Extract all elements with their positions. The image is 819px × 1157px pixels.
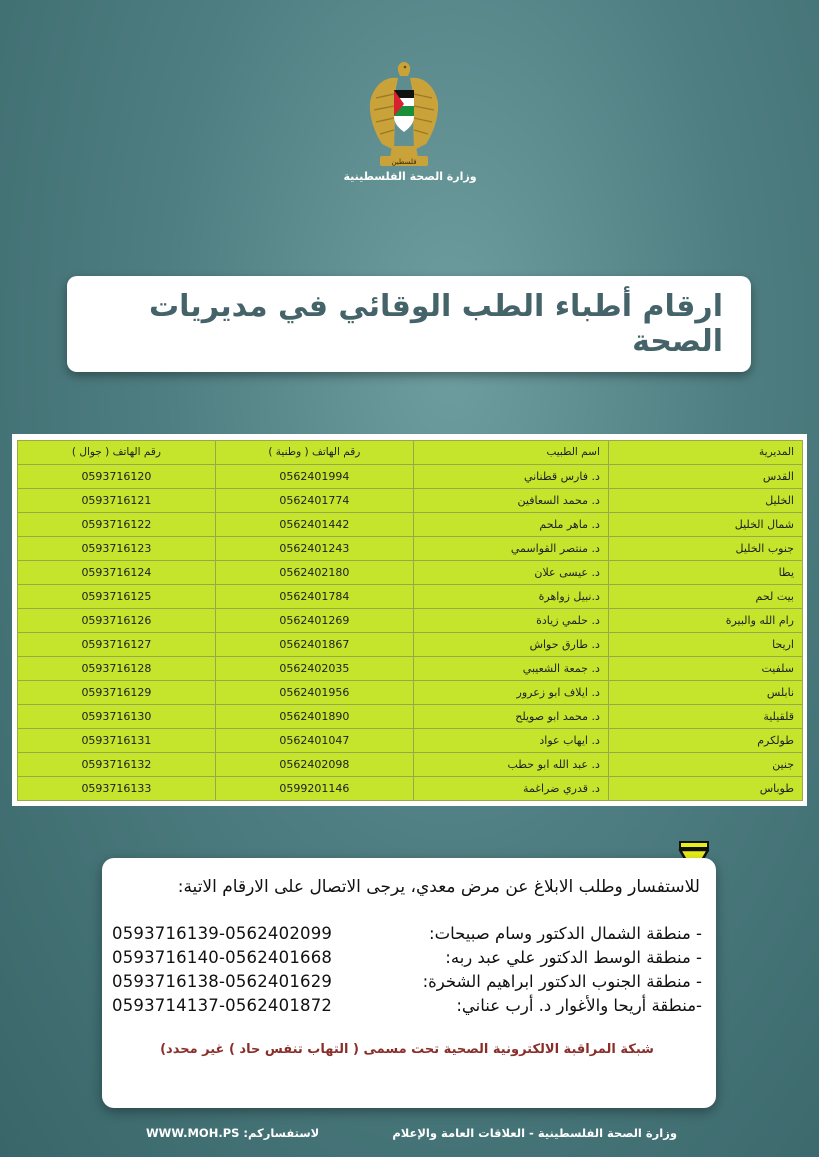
cell-landline: 0562401269 (215, 609, 413, 633)
table-row (18, 705, 803, 729)
cell-mobile: 0593716126 (18, 609, 216, 633)
cell-landline: 0562401867 (215, 633, 413, 657)
region-list (112, 922, 702, 1018)
table-row (18, 753, 803, 777)
cell-directorate: قلقيلية (608, 705, 802, 729)
cell-directorate: بيت لحم (608, 585, 802, 609)
cell-doctor: د. ماهر ملحم (413, 513, 608, 537)
region-name: - منطقة الوسط الدكتور علي عبد ربه: (445, 948, 702, 967)
cell-mobile: 0593716128 (18, 657, 216, 681)
cell-mobile: 0593716133 (18, 777, 216, 801)
cell-doctor: د. عيسى علان (413, 561, 608, 585)
cell-doctor: د. عبد الله ابو حطب (413, 753, 608, 777)
header-doctor: اسم الطبيب (413, 441, 608, 465)
cell-landline: 0599201146 (215, 777, 413, 801)
table-body (18, 465, 803, 801)
table-row (18, 585, 803, 609)
cell-landline: 0562401890 (215, 705, 413, 729)
cell-directorate: القدس (608, 465, 802, 489)
cell-landline: 0562401774 (215, 489, 413, 513)
cell-directorate: جنوب الخليل (608, 537, 802, 561)
contact-intro-text: للاستفسار وطلب الابلاغ عن مرض معدي، يرجى الاتصال على الارقام الاتية: (177, 877, 700, 897)
table-row (18, 633, 803, 657)
cell-landline: 0562401047 (215, 729, 413, 753)
table-row (18, 537, 803, 561)
region-item-center (112, 946, 702, 970)
region-item-south (112, 970, 702, 994)
table-row (18, 729, 803, 753)
region-phones: 0593714137-0562401872 (112, 996, 333, 1015)
footer-ministry: وزارة الصحة الفلسطينية - العلاقات العامة والإعلام (392, 1126, 677, 1140)
cell-landline: 0562401243 (215, 537, 413, 561)
cell-directorate: طولكرم (608, 729, 802, 753)
cell-mobile: 0593716129 (18, 681, 216, 705)
region-item-north (112, 922, 702, 946)
cell-directorate: يطا (608, 561, 802, 585)
cell-doctor: د. ايلاف ابو زعرور (413, 681, 608, 705)
cell-mobile: 0593716131 (18, 729, 216, 753)
table-row (18, 609, 803, 633)
cell-mobile: 0593716122 (18, 513, 216, 537)
doctors-table (17, 440, 803, 801)
cell-mobile: 0593716120 (18, 465, 216, 489)
palestine-emblem-logo (366, 58, 442, 170)
cell-directorate: اريحا (608, 633, 802, 657)
table-row (18, 465, 803, 489)
doctors-table-container (12, 434, 807, 806)
region-item-jericho (112, 994, 702, 1018)
ministry-label: وزارة الصحة الفلسطينية (343, 170, 477, 183)
cell-doctor: د.نبيل زواهرة (413, 585, 608, 609)
cell-doctor: د. محمد ابو صويلح (413, 705, 608, 729)
cell-doctor: د. فارس قطناني (413, 465, 608, 489)
title-card (67, 276, 751, 372)
table-row (18, 681, 803, 705)
cell-mobile: 0593716121 (18, 489, 216, 513)
cell-mobile: 0593716124 (18, 561, 216, 585)
cell-doctor: د. طارق حواش (413, 633, 608, 657)
region-phones: 0593716138-0562401629 (112, 972, 333, 991)
table-row (18, 489, 803, 513)
cell-mobile: 0593716127 (18, 633, 216, 657)
region-name: - منطقة الشمال الدكتور وسام صبيحات: (429, 924, 702, 943)
cell-landline: 0562401994 (215, 465, 413, 489)
cell-mobile: 0593716130 (18, 705, 216, 729)
footer-website: WWW.MOH.PS :لاستفساركم (146, 1126, 320, 1140)
region-name: -منطقة أريحا والأغوار د. أرب عناني: (456, 996, 702, 1015)
region-phones: 0593716140-0562401668 (112, 948, 333, 967)
cell-mobile: 0593716123 (18, 537, 216, 561)
cell-landline: 0562402180 (215, 561, 413, 585)
region-name: - منطقة الجنوب الدكتور ابراهيم الشخرة: (422, 972, 702, 991)
cell-doctor: د. حلمي زيادة (413, 609, 608, 633)
cell-doctor: د. منتصر القواسمي (413, 537, 608, 561)
cell-directorate: الخليل (608, 489, 802, 513)
cell-landline: 0562402098 (215, 753, 413, 777)
cell-doctor: د. محمد السعافين (413, 489, 608, 513)
cell-landline: 0562401784 (215, 585, 413, 609)
region-phones: 0593716139-0562402099 (112, 924, 333, 943)
cell-doctor: د. ايهاب عواد (413, 729, 608, 753)
contact-info-card (102, 858, 716, 1108)
cell-directorate: سلفيت (608, 657, 802, 681)
table-row (18, 561, 803, 585)
cell-directorate: نابلس (608, 681, 802, 705)
cell-doctor: د. قدري ضراغمة (413, 777, 608, 801)
table-row (18, 777, 803, 801)
cell-mobile: 0593716132 (18, 753, 216, 777)
logo-text: فلسطين (391, 158, 417, 166)
table-row (18, 657, 803, 681)
cell-landline: 0562401442 (215, 513, 413, 537)
cell-directorate: رام الله والبيرة (608, 609, 802, 633)
table-header-row (18, 441, 803, 465)
cell-mobile: 0593716125 (18, 585, 216, 609)
cell-directorate: شمال الخليل (608, 513, 802, 537)
cell-directorate: جنين (608, 753, 802, 777)
cell-directorate: طوباس (608, 777, 802, 801)
header-directorate: المديرية (608, 441, 802, 465)
cell-doctor: د. جمعة الشعيبي (413, 657, 608, 681)
cell-landline: 0562402035 (215, 657, 413, 681)
header-landline: رقم الهاتف ( وطنية ) (215, 441, 413, 465)
cell-landline: 0562401956 (215, 681, 413, 705)
table-row (18, 513, 803, 537)
page-title: ارقام أطباء الطب الوقائي في مديريات الصحة (149, 289, 723, 359)
header-mobile: رقم الهاتف ( جوال ) (18, 441, 216, 465)
network-note: شبكة المراقبة الالكترونية الصحية تحت مسمى ( التهاب تنفس حاد ) غير محدد) (160, 1042, 654, 1057)
